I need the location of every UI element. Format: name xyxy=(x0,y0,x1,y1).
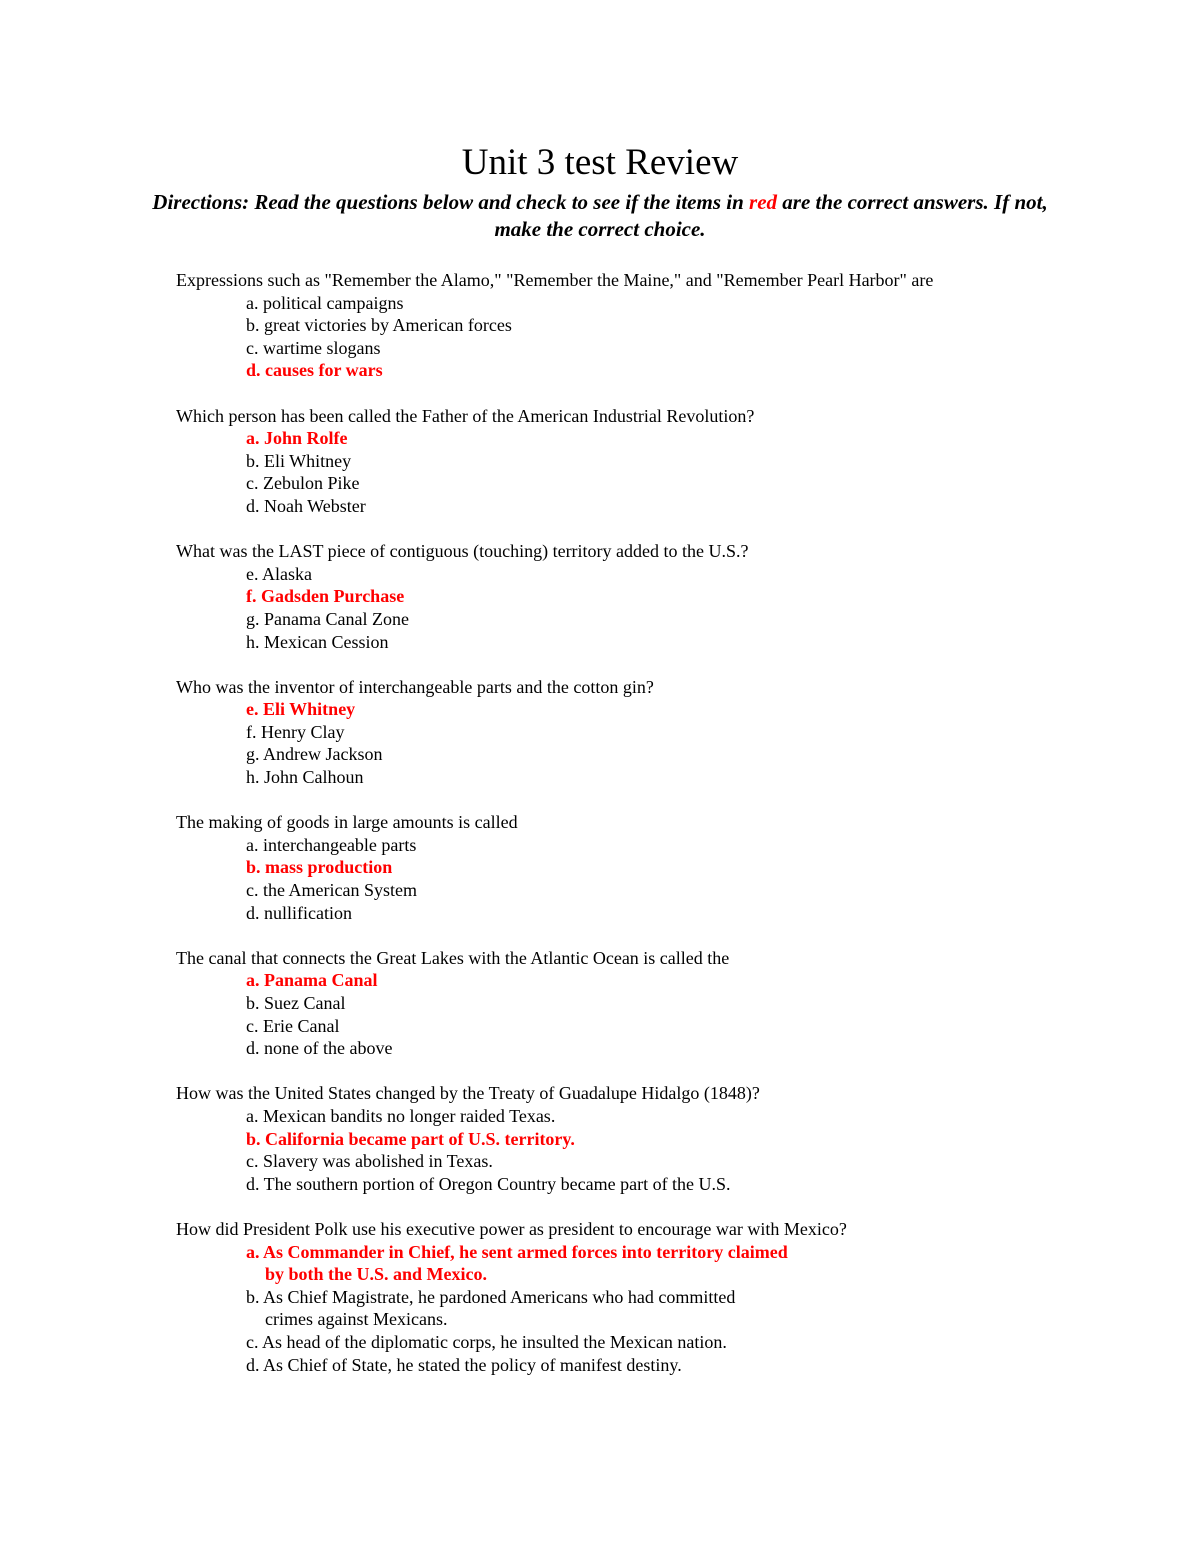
question-text: How did President Polk use his executive power as president to encourage war with Mexico? xyxy=(176,1218,847,1239)
answer-option xyxy=(176,743,1076,766)
question-item xyxy=(176,1218,1076,1376)
answer-option-label: a. As Commander in Chief, he sent armed forces into territory claimed xyxy=(246,1241,788,1262)
answer-option xyxy=(176,1015,1076,1038)
answer-option-continuation: by both the U.S. and Mexico. xyxy=(265,1264,488,1285)
answer-option-label: b. As Chief Magistrate, he pardoned Americans who had committed xyxy=(246,1286,736,1307)
answer-option xyxy=(176,992,1076,1015)
answer-option-highlighted xyxy=(176,698,1076,721)
directions-part1: Directions: Read the questions below and check to see if the items in xyxy=(152,190,750,214)
directions-text xyxy=(150,189,1050,243)
answer-option xyxy=(176,450,1076,473)
answer-option-label: d. Noah Webster xyxy=(246,495,366,516)
answer-option-label: a. interchangeable parts xyxy=(246,834,417,855)
answer-option-label: b. Eli Whitney xyxy=(246,450,352,471)
answer-option-label: a. Mexican bandits no longer raided Texas. xyxy=(246,1105,556,1126)
answer-option-label: e. Alaska xyxy=(246,563,312,584)
answer-option xyxy=(176,1037,1076,1060)
directions-red-word: red xyxy=(749,190,778,214)
answer-option-label: c. Zebulon Pike xyxy=(246,473,360,494)
answer-option-label: b. mass production xyxy=(246,857,393,878)
answer-option-highlighted xyxy=(176,427,1076,450)
answer-option-label: c. Slavery was abolished in Texas. xyxy=(246,1151,493,1172)
answer-option xyxy=(176,563,1076,586)
answer-option xyxy=(176,292,1076,315)
answer-option-label: a. John Rolfe xyxy=(246,428,348,449)
answer-option xyxy=(176,766,1076,789)
answer-option xyxy=(176,902,1076,925)
answer-option-label: c. As head of the diplomatic corps, he insulted the Mexican nation. xyxy=(246,1331,727,1352)
question-text: How was the United States changed by the Treaty of Guadalupe Hidalgo (1848)? xyxy=(176,1083,760,1104)
answer-option-label: h. Mexican Cession xyxy=(246,631,389,652)
answer-option-highlighted xyxy=(176,969,1076,992)
answer-option-highlighted xyxy=(176,1128,1076,1151)
answer-option-continuation: crimes against Mexicans. xyxy=(265,1309,448,1330)
answer-option xyxy=(176,608,1076,631)
answer-option-label: g. Panama Canal Zone xyxy=(246,608,409,629)
answer-option xyxy=(176,337,1076,360)
question-text: Who was the inventor of interchangeable parts and the cotton gin? xyxy=(176,676,654,697)
answer-option xyxy=(176,721,1076,744)
answer-option xyxy=(176,1331,1076,1354)
answer-option-highlighted xyxy=(176,585,1076,608)
answer-option-label: f. Henry Clay xyxy=(246,721,345,742)
answer-option-highlighted xyxy=(176,1241,1076,1286)
answer-option-label: c. the American System xyxy=(246,880,417,901)
question-item xyxy=(176,676,1076,789)
answer-option-label: d. causes for wars xyxy=(246,360,383,381)
answer-option xyxy=(176,314,1076,337)
answer-option xyxy=(176,834,1076,857)
answer-option-label: f. Gadsden Purchase xyxy=(246,586,405,607)
answer-option-label: d. none of the above xyxy=(246,1038,393,1059)
answer-option-label: b. California became part of U.S. territory. xyxy=(246,1128,575,1149)
answer-option-label: d. The southern portion of Oregon Country became part of the U.S. xyxy=(246,1173,731,1194)
question-text: Expressions such as "Remember the Alamo," "Remember the Maine," and "Remember Pearl Harbor" are xyxy=(176,270,934,290)
answer-option xyxy=(176,631,1076,654)
answer-option-highlighted xyxy=(176,856,1076,879)
question-item xyxy=(176,405,1076,518)
question-item xyxy=(176,1082,1076,1195)
answer-option-label: c. Erie Canal xyxy=(246,1015,340,1036)
page-title: Unit 3 test Review xyxy=(461,142,739,183)
question-item xyxy=(176,540,1076,653)
answer-option xyxy=(176,1173,1076,1196)
answer-option xyxy=(176,1150,1076,1173)
question-text: What was the LAST piece of contiguous (touching) territory added to the U.S.? xyxy=(176,541,749,562)
answer-option-label: a. political campaigns xyxy=(246,292,404,313)
answer-option-label: d. nullification xyxy=(246,902,352,923)
answer-option xyxy=(176,1105,1076,1128)
question-item xyxy=(176,269,1076,382)
directions-part2: are the correct answers. If not, make the correct choice. xyxy=(494,190,1048,241)
question-item xyxy=(176,811,1076,924)
answer-option-label: d. As Chief of State, he stated the policy of manifest destiny. xyxy=(246,1354,682,1375)
answer-option-label: h. John Calhoun xyxy=(246,767,364,788)
answer-option xyxy=(176,1286,1076,1331)
answer-option-label: b. Suez Canal xyxy=(246,993,346,1013)
answer-option-label: c. wartime slogans xyxy=(246,337,381,358)
answer-option-highlighted xyxy=(176,359,1076,382)
answer-option xyxy=(176,472,1076,495)
question-text: The making of goods in large amounts is called xyxy=(176,812,518,833)
question-list xyxy=(176,269,1076,1399)
answer-option xyxy=(176,1354,1076,1377)
answer-option-label: a. Panama Canal xyxy=(246,970,378,991)
answer-option xyxy=(176,879,1076,902)
answer-option-label: e. Eli Whitney xyxy=(246,699,356,720)
answer-option xyxy=(176,495,1076,518)
answer-option-label: g. Andrew Jackson xyxy=(246,744,383,765)
question-text: Which person has been called the Father of the American Industrial Revolution? xyxy=(176,405,755,426)
question-item xyxy=(176,947,1076,1060)
question-text: The canal that connects the Great Lakes with the Atlantic Ocean is called the xyxy=(176,947,730,968)
answer-option-label: b. great victories by American forces xyxy=(246,315,512,336)
